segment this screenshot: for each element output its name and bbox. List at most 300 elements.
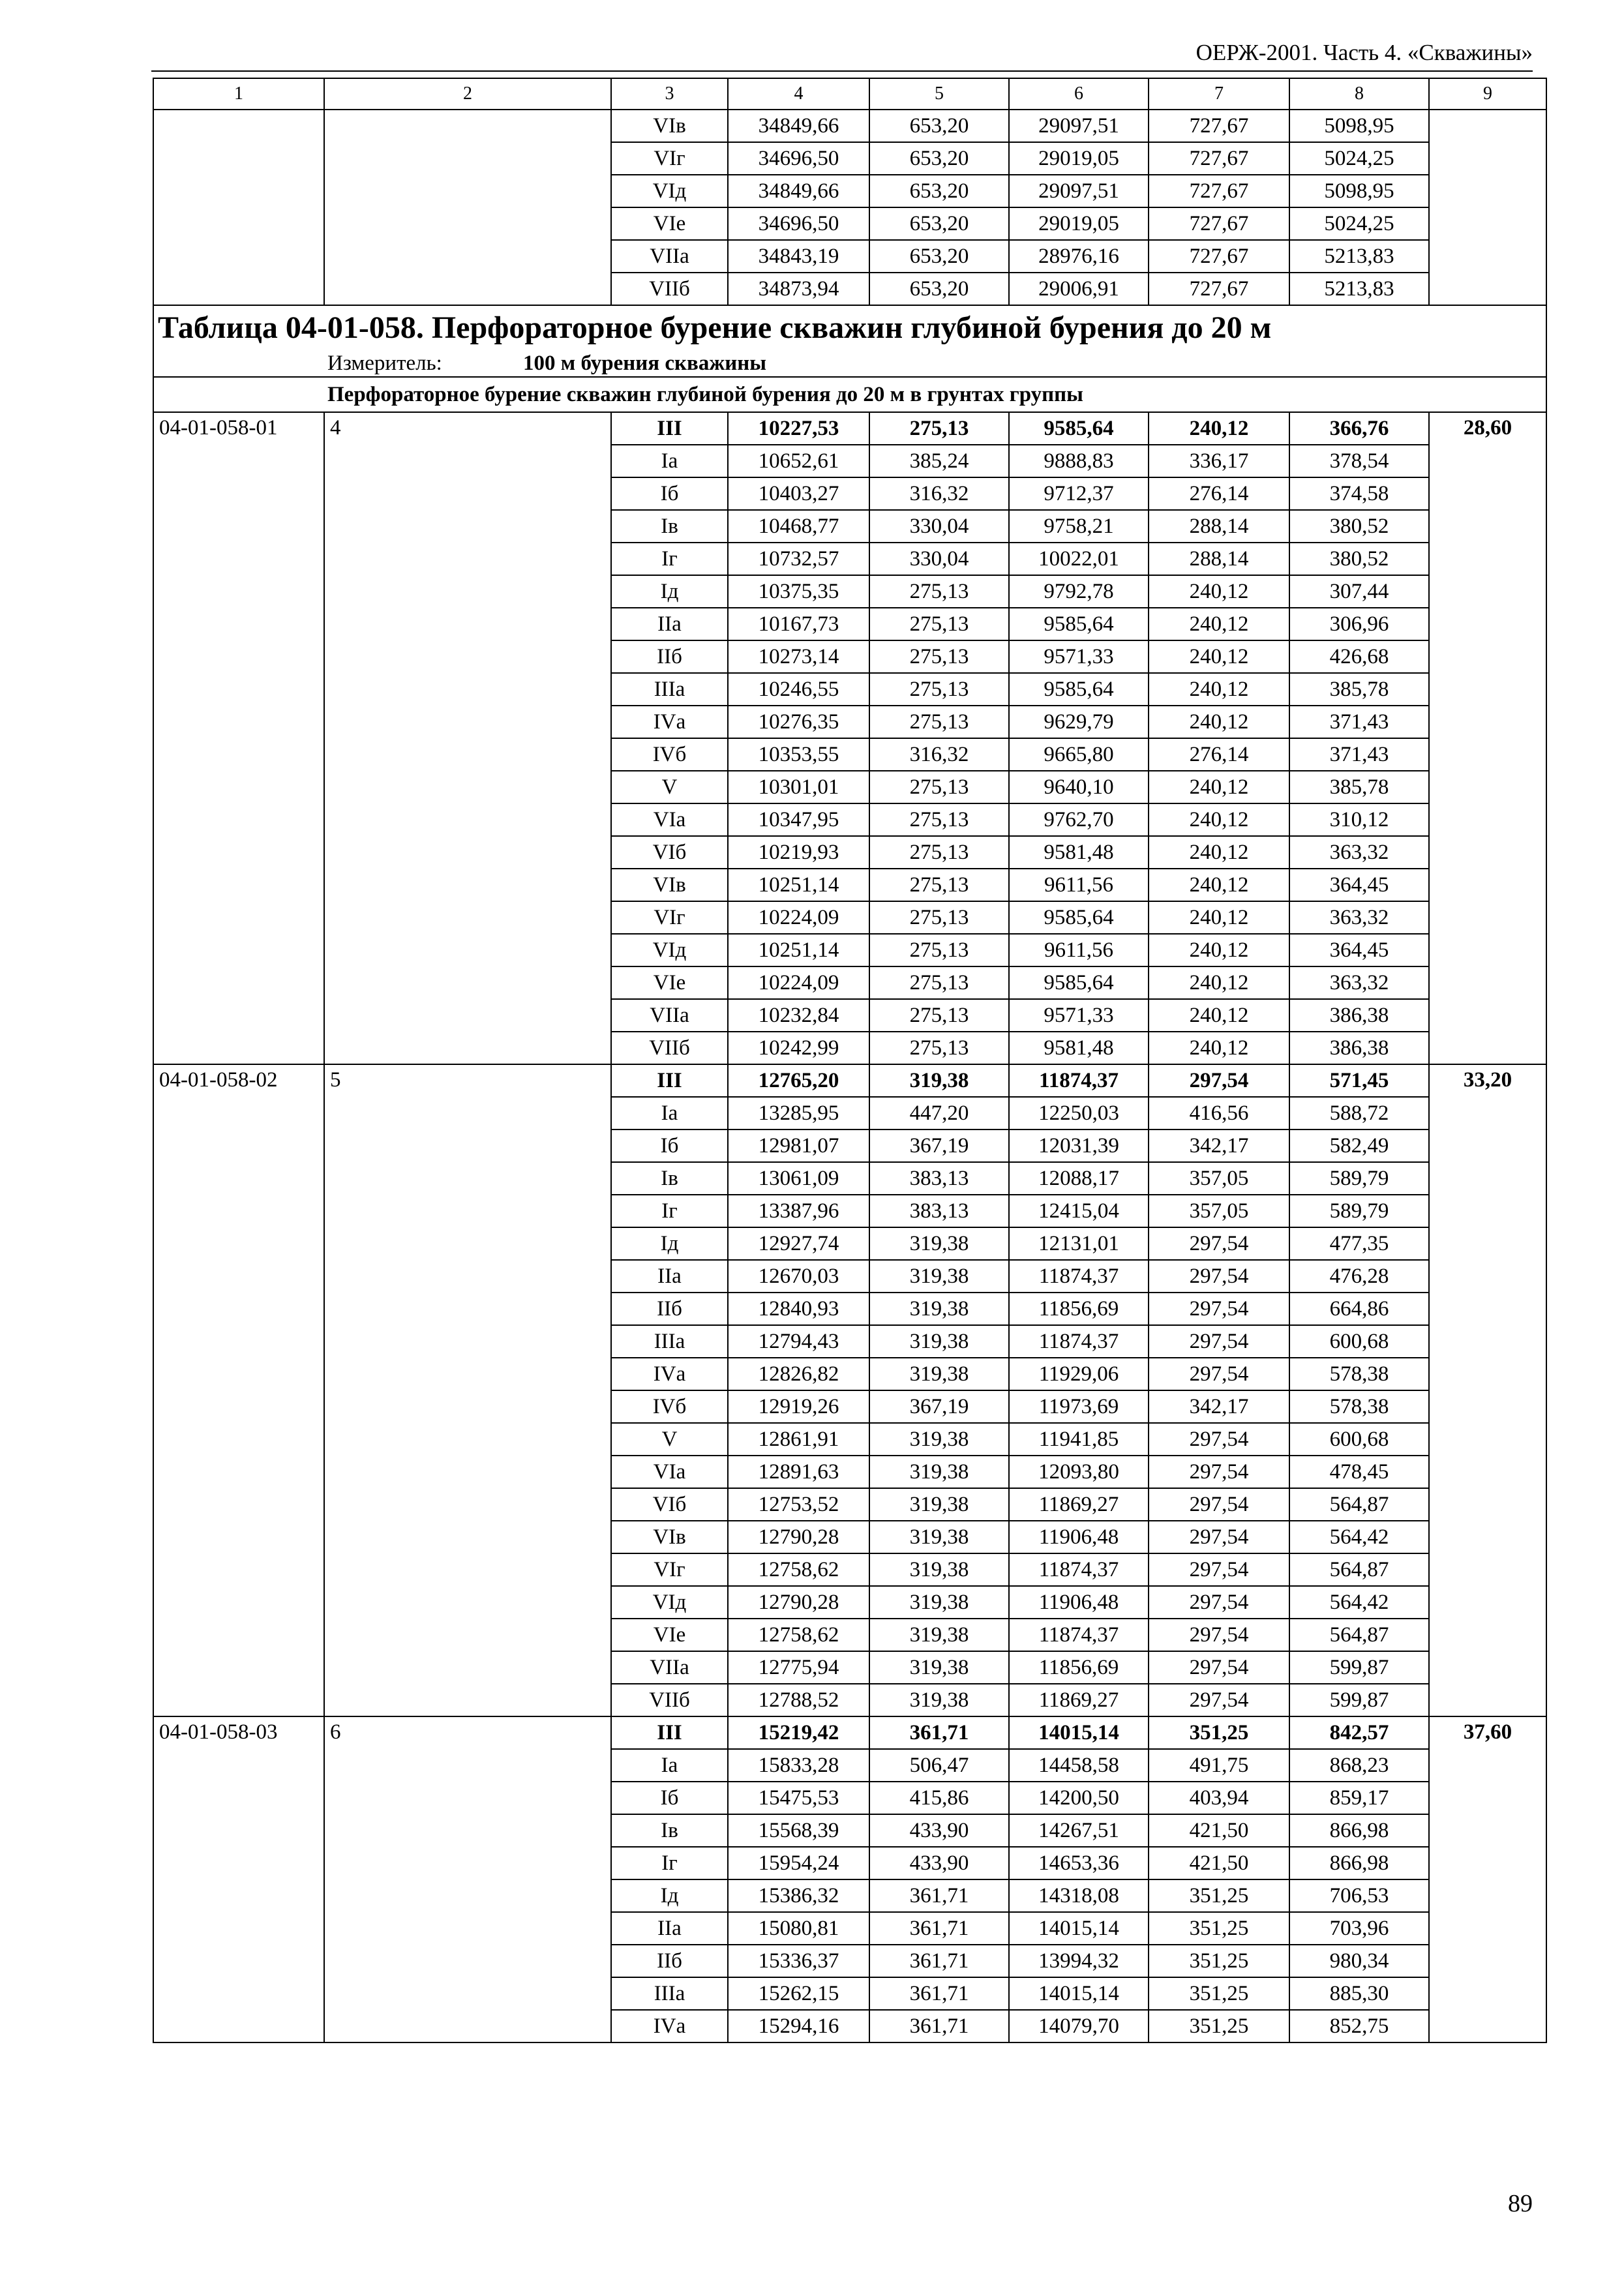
table-cell: IVа <box>611 706 728 738</box>
table-cell: 29006,91 <box>1009 273 1149 305</box>
table-cell: 564,42 <box>1289 1521 1429 1553</box>
table-cell: 11869,27 <box>1009 1684 1149 1716</box>
table-cell: 361,71 <box>869 1912 1009 1945</box>
table-cell: 319,38 <box>869 1488 1009 1521</box>
table-cell: 288,14 <box>1149 543 1289 575</box>
table-cell: 589,79 <box>1289 1195 1429 1227</box>
table-cell: IIб <box>611 1945 728 1977</box>
table-cell: 564,87 <box>1289 1619 1429 1651</box>
table-cell: 380,52 <box>1289 543 1429 575</box>
table-cell: 727,67 <box>1149 110 1289 142</box>
table-cell: 589,79 <box>1289 1162 1429 1195</box>
table-cell: 386,38 <box>1289 999 1429 1032</box>
table-cell: 506,47 <box>869 1749 1009 1782</box>
table-cell: 275,13 <box>869 803 1009 836</box>
table-cell: 310,12 <box>1289 803 1429 836</box>
table-cell: 297,54 <box>1149 1619 1289 1651</box>
table-cell: 319,38 <box>869 1227 1009 1260</box>
table-cell: 275,13 <box>869 901 1009 934</box>
table-cell: 600,68 <box>1289 1325 1429 1358</box>
table-cell: Iб <box>611 477 728 510</box>
table-cell: 275,13 <box>869 771 1009 803</box>
table-cell: 15080,81 <box>728 1912 869 1945</box>
table-cell: 703,96 <box>1289 1912 1429 1945</box>
table-cell: 275,13 <box>869 608 1009 640</box>
table-cell: 14267,51 <box>1009 1814 1149 1847</box>
table-cell: 653,20 <box>869 142 1009 175</box>
table-cell: 319,38 <box>869 1456 1009 1488</box>
table-cell: VIе <box>611 1619 728 1651</box>
table-cell: VIIб <box>611 1032 728 1064</box>
table-cell: 12670,03 <box>728 1260 869 1293</box>
table-cell: 14200,50 <box>1009 1782 1149 1814</box>
table-cell: 275,13 <box>869 836 1009 869</box>
table-cell: 578,38 <box>1289 1390 1429 1423</box>
table-cell: 10167,73 <box>728 608 869 640</box>
table-cell: 564,87 <box>1289 1553 1429 1586</box>
table-cell: 9581,48 <box>1009 836 1149 869</box>
table-cell: 11929,06 <box>1009 1358 1149 1390</box>
table-cell: 12840,93 <box>728 1293 869 1325</box>
table-cell: 378,54 <box>1289 445 1429 477</box>
column-number-cell: 6 <box>1009 78 1149 110</box>
table-cell: 10273,14 <box>728 640 869 673</box>
table-cell: 15833,28 <box>728 1749 869 1782</box>
table-cell: 12753,52 <box>728 1488 869 1521</box>
table-cell: 10468,77 <box>728 510 869 543</box>
table-cell: 361,71 <box>869 1716 1009 1749</box>
table-cell: 363,32 <box>1289 966 1429 999</box>
table-cell: 240,12 <box>1149 771 1289 803</box>
table-cell: 383,13 <box>869 1195 1009 1227</box>
column-number-cell: 1 <box>153 78 324 110</box>
table-cell: 28976,16 <box>1009 240 1149 273</box>
running-header: ОЕРЖ-2001. Часть 4. «Скважины» <box>1195 40 1533 65</box>
table-cell: 297,54 <box>1149 1651 1289 1684</box>
table-cell: 12790,28 <box>728 1586 869 1619</box>
table-cell: 330,04 <box>869 510 1009 543</box>
table-cell: 12981,07 <box>728 1130 869 1162</box>
table-cell: 319,38 <box>869 1064 1009 1097</box>
table-cell: IIIа <box>611 1325 728 1358</box>
table-cell: 5024,25 <box>1289 142 1429 175</box>
table-cell: 385,78 <box>1289 771 1429 803</box>
table-cell: 306,96 <box>1289 608 1429 640</box>
table-cell: 319,38 <box>869 1521 1009 1553</box>
table-cell: 653,20 <box>869 240 1009 273</box>
table-cell: 12826,82 <box>728 1358 869 1390</box>
table-cell: 275,13 <box>869 412 1009 445</box>
table-cell: 351,25 <box>1149 1716 1289 1749</box>
table-cell: 297,54 <box>1149 1684 1289 1716</box>
table-cell: 426,68 <box>1289 640 1429 673</box>
table-cell: VIг <box>611 901 728 934</box>
table-cell: 9888,83 <box>1009 445 1149 477</box>
table-cell: 15262,15 <box>728 1977 869 2010</box>
table-cell: 9762,70 <box>1009 803 1149 836</box>
table-cell: 727,67 <box>1149 175 1289 207</box>
table-cell: 275,13 <box>869 934 1009 966</box>
table-cell: 13387,96 <box>728 1195 869 1227</box>
table-cell: 240,12 <box>1149 706 1289 738</box>
table-cell: 11874,37 <box>1009 1619 1149 1651</box>
table-cell: 12788,52 <box>728 1684 869 1716</box>
table-cell: 15568,39 <box>728 1814 869 1847</box>
table-cell: 9665,80 <box>1009 738 1149 771</box>
table-cell: 15294,16 <box>728 2010 869 2042</box>
table-cell: 374,58 <box>1289 477 1429 510</box>
table-cell: 363,32 <box>1289 901 1429 934</box>
rate-description: 5 <box>324 1064 611 1716</box>
table-cell: 240,12 <box>1149 673 1289 706</box>
table-cell: 240,12 <box>1149 575 1289 608</box>
table-cell: 11973,69 <box>1009 1390 1149 1423</box>
table-cell: IIIа <box>611 1977 728 2010</box>
table-cell: 367,19 <box>869 1130 1009 1162</box>
section-title-row <box>153 377 1546 412</box>
measure-value: 100 м бурения скважины <box>523 351 767 375</box>
table-title: Таблица 04-01-058. Перфораторное бурение скважин глубиной бурения до 20 м <box>153 305 1546 350</box>
table-cell: 357,05 <box>1149 1195 1289 1227</box>
table-cell: 564,87 <box>1289 1488 1429 1521</box>
table-cell: 9571,33 <box>1009 640 1149 673</box>
table-cell: V <box>611 771 728 803</box>
table-cell: 275,13 <box>869 673 1009 706</box>
table-cell: 9585,64 <box>1009 966 1149 999</box>
table-cell: 10224,09 <box>728 901 869 934</box>
table-cell: 297,54 <box>1149 1293 1289 1325</box>
table-cell: IIIа <box>611 673 728 706</box>
table-cell: 351,25 <box>1149 1879 1289 1912</box>
table-cell: 275,13 <box>869 999 1009 1032</box>
table-cell: 5024,25 <box>1289 207 1429 240</box>
table-cell: 9585,64 <box>1009 608 1149 640</box>
table-cell: 10301,01 <box>728 771 869 803</box>
column-number-cell: 9 <box>1429 78 1546 110</box>
table-cell: 29019,05 <box>1009 207 1149 240</box>
table-cell: 12758,62 <box>728 1619 869 1651</box>
table-cell: 866,98 <box>1289 1814 1429 1847</box>
table-cell: 664,86 <box>1289 1293 1429 1325</box>
page-number: 89 <box>1508 2190 1533 2217</box>
table-cell: 10276,35 <box>728 706 869 738</box>
table-cell: 10232,84 <box>728 999 869 1032</box>
table-cell: 14015,14 <box>1009 1912 1149 1945</box>
table-cell: 9571,33 <box>1009 999 1149 1032</box>
table-cell: 599,87 <box>1289 1651 1429 1684</box>
table-cell: 240,12 <box>1149 1032 1289 1064</box>
table-cell: 12093,80 <box>1009 1456 1149 1488</box>
table-cell: 366,76 <box>1289 412 1429 445</box>
table-cell: 297,54 <box>1149 1488 1289 1521</box>
table-cell: 275,13 <box>869 640 1009 673</box>
table-cell: 14653,36 <box>1009 1847 1149 1879</box>
table-cell: 10224,09 <box>728 966 869 999</box>
table-cell: 12790,28 <box>728 1521 869 1553</box>
table-cell: III <box>611 1716 728 1749</box>
table-cell: VIв <box>611 110 728 142</box>
table-cell: 363,32 <box>1289 836 1429 869</box>
table-cell: VIб <box>611 836 728 869</box>
table-cell: 240,12 <box>1149 999 1289 1032</box>
header-rule <box>151 70 1533 72</box>
table-cell: 276,14 <box>1149 477 1289 510</box>
table-cell: Iв <box>611 1814 728 1847</box>
table-cell: VIIа <box>611 1651 728 1684</box>
table-cell: 12031,39 <box>1009 1130 1149 1162</box>
table-cell: VIд <box>611 934 728 966</box>
table-cell: 11856,69 <box>1009 1651 1149 1684</box>
table-cell: 9640,10 <box>1009 771 1149 803</box>
table-cell: 29019,05 <box>1009 142 1149 175</box>
table-cell: 34843,19 <box>728 240 869 273</box>
table-cell: 342,17 <box>1149 1130 1289 1162</box>
table-cell: VIд <box>611 175 728 207</box>
table-cell: 11906,48 <box>1009 1521 1149 1553</box>
table-cell: 275,13 <box>869 966 1009 999</box>
table-row <box>153 1716 1546 1749</box>
table-cell: 10219,93 <box>728 836 869 869</box>
table-cell: 12088,17 <box>1009 1162 1149 1195</box>
table-cell: 15954,24 <box>728 1847 869 1879</box>
table-cell: 297,54 <box>1149 1064 1289 1097</box>
table-cell: 478,45 <box>1289 1456 1429 1488</box>
table-cell: 367,19 <box>869 1390 1009 1423</box>
table-cell: 240,12 <box>1149 934 1289 966</box>
table-cell: 319,38 <box>869 1423 1009 1456</box>
table-cell: 571,45 <box>1289 1064 1429 1097</box>
table-cell: 5213,83 <box>1289 240 1429 273</box>
table-cell: 980,34 <box>1289 1945 1429 1977</box>
table-cell: VIе <box>611 207 728 240</box>
table-cell: Iг <box>611 1847 728 1879</box>
table-cell: 351,25 <box>1149 1977 1289 2010</box>
table-cell: 12765,20 <box>728 1064 869 1097</box>
table-cell: 15219,42 <box>728 1716 869 1749</box>
table-cell: 14079,70 <box>1009 2010 1149 2042</box>
column-number-cell: 4 <box>728 78 869 110</box>
table-cell: 9792,78 <box>1009 575 1149 608</box>
table-cell: 240,12 <box>1149 966 1289 999</box>
table-cell: 240,12 <box>1149 869 1289 901</box>
table-cell: 34849,66 <box>728 110 869 142</box>
table-cell: IIа <box>611 608 728 640</box>
table-cell: 12891,63 <box>728 1456 869 1488</box>
table-cell: 421,50 <box>1149 1847 1289 1879</box>
empty-desc-cell <box>324 110 611 305</box>
table-cell: 14015,14 <box>1009 1716 1149 1749</box>
table-cell: Iа <box>611 1749 728 1782</box>
table-cell: IIб <box>611 640 728 673</box>
table-cell: VIд <box>611 1586 728 1619</box>
table-cell: 297,54 <box>1149 1325 1289 1358</box>
table-cell: 12861,91 <box>728 1423 869 1456</box>
table-cell: V <box>611 1423 728 1456</box>
table-row <box>153 110 1546 142</box>
table-cell: 10347,95 <box>728 803 869 836</box>
table-cell: 29097,51 <box>1009 175 1149 207</box>
table-cell: 10022,01 <box>1009 543 1149 575</box>
table-row <box>153 1064 1546 1097</box>
table-cell: 13061,09 <box>728 1162 869 1195</box>
rate-code: 04-01-058-01 <box>153 412 324 1064</box>
table-cell: 364,45 <box>1289 934 1429 966</box>
table-cell: 9758,21 <box>1009 510 1149 543</box>
table-cell: IVа <box>611 1358 728 1390</box>
table-cell: Iв <box>611 1162 728 1195</box>
table-cell: VIг <box>611 1553 728 1586</box>
table-cell: 447,20 <box>869 1097 1009 1130</box>
table-cell: VIв <box>611 1521 728 1553</box>
table-cell: 336,17 <box>1149 445 1289 477</box>
table-cell: Iа <box>611 1097 728 1130</box>
table-cell: VIг <box>611 142 728 175</box>
table-cell: Iг <box>611 1195 728 1227</box>
table-cell: 13285,95 <box>728 1097 869 1130</box>
table-cell: 316,32 <box>869 738 1009 771</box>
table-cell: 240,12 <box>1149 901 1289 934</box>
table-cell: 653,20 <box>869 175 1009 207</box>
table-cell: 11874,37 <box>1009 1553 1149 1586</box>
table-cell: 276,14 <box>1149 738 1289 771</box>
table-cell: 297,54 <box>1149 1423 1289 1456</box>
table-cell: 275,13 <box>869 1032 1009 1064</box>
table-cell: 582,49 <box>1289 1130 1429 1162</box>
table-cell: 14458,58 <box>1009 1749 1149 1782</box>
table-cell: 727,67 <box>1149 207 1289 240</box>
table-cell: 10251,14 <box>728 869 869 901</box>
table-cell: Iб <box>611 1782 728 1814</box>
table-cell: 297,54 <box>1149 1227 1289 1260</box>
table-cell: 10353,55 <box>728 738 869 771</box>
table-cell: 385,78 <box>1289 673 1429 706</box>
measure-label: Измеритель: <box>327 351 442 375</box>
table-cell: 11941,85 <box>1009 1423 1149 1456</box>
table-cell: 9611,56 <box>1009 934 1149 966</box>
table-cell: Iд <box>611 1879 728 1912</box>
table-cell: III <box>611 412 728 445</box>
table-cell: VIа <box>611 803 728 836</box>
table-cell: 403,94 <box>1149 1782 1289 1814</box>
table-cell: 10732,57 <box>728 543 869 575</box>
table-cell: 727,67 <box>1149 142 1289 175</box>
table-cell: 330,04 <box>869 543 1009 575</box>
rate-unit-value: 33,20 <box>1429 1064 1546 1716</box>
table-cell: 15475,53 <box>728 1782 869 1814</box>
table-cell: VIIб <box>611 1684 728 1716</box>
table-cell: Iб <box>611 1130 728 1162</box>
table-cell: 319,38 <box>869 1651 1009 1684</box>
table-cell: 240,12 <box>1149 836 1289 869</box>
table-cell: 319,38 <box>869 1684 1009 1716</box>
table-cell: 11906,48 <box>1009 1586 1149 1619</box>
table-cell: Iв <box>611 510 728 543</box>
table-cell: 12758,62 <box>728 1553 869 1586</box>
table-cell: 842,57 <box>1289 1716 1429 1749</box>
table-cell: 10246,55 <box>728 673 869 706</box>
table-cell: IIб <box>611 1293 728 1325</box>
table-cell: 288,14 <box>1149 510 1289 543</box>
table-cell: 351,25 <box>1149 1912 1289 1945</box>
table-cell: VIа <box>611 1456 728 1488</box>
table-cell: 653,20 <box>869 207 1009 240</box>
table-cell: Iг <box>611 543 728 575</box>
table-cell: 477,35 <box>1289 1227 1429 1260</box>
section-title: Перфораторное бурение скважин глубиной бурения до 20 м в грунтах группы <box>153 377 1546 412</box>
rates-table <box>153 78 1547 2043</box>
column-number-cell: 3 <box>611 78 728 110</box>
table-cell: 351,25 <box>1149 2010 1289 2042</box>
table-cell: 10242,99 <box>728 1032 869 1064</box>
table-cell: Iа <box>611 445 728 477</box>
table-cell: 12415,04 <box>1009 1195 1149 1227</box>
table-cell: 10227,53 <box>728 412 869 445</box>
table-cell: 319,38 <box>869 1260 1009 1293</box>
column-number-cell: 5 <box>869 78 1009 110</box>
table-cell: 433,90 <box>869 1814 1009 1847</box>
table-cell: 11874,37 <box>1009 1260 1149 1293</box>
table-cell: 10403,27 <box>728 477 869 510</box>
table-cell: 564,42 <box>1289 1586 1429 1619</box>
table-cell: 275,13 <box>869 869 1009 901</box>
table-cell: 319,38 <box>869 1619 1009 1651</box>
table-cell: 9629,79 <box>1009 706 1149 738</box>
table-cell: 706,53 <box>1289 1879 1429 1912</box>
empty-unit-cell <box>1429 110 1546 305</box>
table-cell: 34696,50 <box>728 142 869 175</box>
table-cell: 727,67 <box>1149 273 1289 305</box>
table-cell: 14015,14 <box>1009 1977 1149 2010</box>
table-cell: 11856,69 <box>1009 1293 1149 1325</box>
table-cell: 361,71 <box>869 1945 1009 1977</box>
table-cell: 9581,48 <box>1009 1032 1149 1064</box>
table-cell: IIа <box>611 1260 728 1293</box>
table-cell: 361,71 <box>869 1977 1009 2010</box>
table-cell: 15386,32 <box>728 1879 869 1912</box>
column-number-cell: 8 <box>1289 78 1429 110</box>
column-number-cell: 2 <box>324 78 611 110</box>
measure-row <box>153 350 1546 377</box>
table-cell: 433,90 <box>869 1847 1009 1879</box>
table-cell: 240,12 <box>1149 640 1289 673</box>
table-cell: 415,86 <box>869 1782 1009 1814</box>
table-cell: 10375,35 <box>728 575 869 608</box>
table-cell: 578,38 <box>1289 1358 1429 1390</box>
table-cell: VIб <box>611 1488 728 1521</box>
table-cell: 297,54 <box>1149 1358 1289 1390</box>
table-cell: 319,38 <box>869 1325 1009 1358</box>
rate-description: 4 <box>324 412 611 1064</box>
table-cell: 371,43 <box>1289 706 1429 738</box>
table-cell: 653,20 <box>869 110 1009 142</box>
table-cell: 416,56 <box>1149 1097 1289 1130</box>
table-cell: 240,12 <box>1149 803 1289 836</box>
table-cell: 9611,56 <box>1009 869 1149 901</box>
table-cell: 275,13 <box>869 706 1009 738</box>
table-cell: IVб <box>611 1390 728 1423</box>
table-cell: 12919,26 <box>728 1390 869 1423</box>
table-cell: 364,45 <box>1289 869 1429 901</box>
table-cell: 297,54 <box>1149 1521 1289 1553</box>
table-cell: 361,71 <box>869 1879 1009 1912</box>
table-cell: 9585,64 <box>1009 412 1149 445</box>
table-cell: 600,68 <box>1289 1423 1429 1456</box>
table-cell: 9585,64 <box>1009 673 1149 706</box>
table-cell: 275,13 <box>869 575 1009 608</box>
table-cell: IVа <box>611 2010 728 2042</box>
measure-cell <box>153 350 1546 377</box>
table-cell: 11874,37 <box>1009 1064 1149 1097</box>
